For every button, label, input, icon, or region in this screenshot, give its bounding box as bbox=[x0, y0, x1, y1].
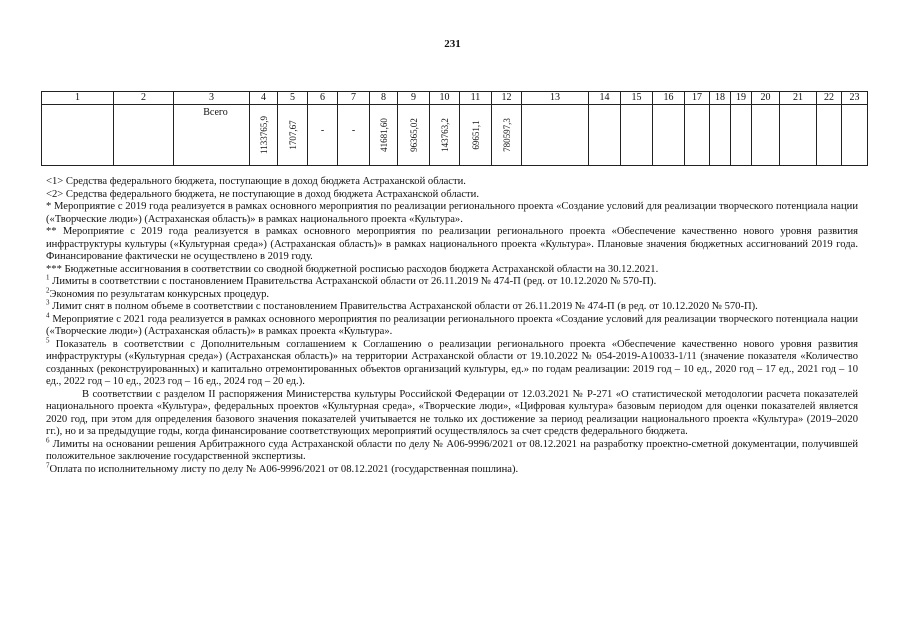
empty-cell bbox=[752, 105, 780, 166]
value-col-12: 780597,3 bbox=[501, 118, 512, 152]
footnote bbox=[46, 310, 858, 339]
col-number: 2 bbox=[114, 92, 174, 105]
footnote-mark: 6 bbox=[46, 435, 50, 444]
total-label: Всего bbox=[203, 107, 228, 118]
col-number: 19 bbox=[731, 92, 752, 105]
value-cell bbox=[430, 105, 460, 166]
value-col-4: 1133765,9 bbox=[258, 116, 269, 154]
col-number: 6 bbox=[308, 92, 338, 105]
page-number: 231 bbox=[444, 38, 461, 50]
col-number: 12 bbox=[492, 92, 522, 105]
col-number: 23 bbox=[842, 92, 868, 105]
value-cell bbox=[398, 105, 430, 166]
footnote-text: Лимиты в соответствии с постановлением Правительства Астраханской области от 26.11.2019 № 474-П (ред. от 10.12.2020 № 570-П). bbox=[52, 276, 657, 287]
value-col-11: 69651,1 bbox=[470, 120, 481, 150]
col-number: 15 bbox=[621, 92, 653, 105]
footnote-text: Оплата по исполнительному листу по делу № А06-9996/2021 от 08.12.2021 (государственная пошлина). bbox=[49, 463, 519, 475]
empty-cell bbox=[522, 105, 589, 166]
empty-cell bbox=[589, 105, 621, 166]
empty-cell bbox=[842, 105, 868, 166]
col-number: 21 bbox=[780, 92, 817, 105]
value-cell bbox=[308, 105, 338, 166]
footnote bbox=[46, 298, 858, 314]
footnote-text: Экономия по результатам конкурсных процедур. bbox=[49, 288, 270, 300]
value-cell bbox=[460, 105, 492, 166]
note-double-star: ** Мероприятие с 2019 года реализуется в рамках основного мероприятия по реализации регионального проекта «Обеспечение качественно нового уровня развития инфраструктуры культуры («Культурная среда») (Астраханская область)» в рамках национального проекта «Культура». Плановые значения бюджетных ассигнований 2019 года. Финансирование фактически не осуществлено в 2019 году. bbox=[46, 226, 858, 262]
footnote-text: Лимиты на основании решения Арбитражного суда Астраханской области по делу № А06-9996/2021 от 08.12.2021 на разработку проектно-сметной документации, получившей положительное заключение государственной экспертизы. bbox=[46, 438, 858, 462]
col-number: 10 bbox=[430, 92, 460, 105]
col-number: 7 bbox=[338, 92, 370, 105]
note-triple-star: *** Бюджетные ассигнования в соответствии со сводной бюджетной росписью расходов бюджета Астраханской области на 30.12.2021. bbox=[46, 263, 659, 275]
col-number: 22 bbox=[817, 92, 842, 105]
empty-cell bbox=[685, 105, 710, 166]
footnote bbox=[46, 435, 858, 464]
note-1: <1> Средства федерального бюджета, поступающие в доход бюджета Астраханской области. bbox=[46, 176, 466, 187]
value-cell bbox=[250, 105, 278, 166]
value-col-10: 143763,2 bbox=[439, 118, 450, 152]
footnote bbox=[46, 273, 858, 289]
col-number: 9 bbox=[398, 92, 430, 105]
footnote-text: Мероприятие с 2021 года реализуется в рамках основного мероприятия по реализации регионального проекта «Создание условий для реализации творческого потенциала нации («Творческие люди») (Астраханская область)» в рамках проекта «Культура». bbox=[46, 313, 858, 337]
value-col-8: 41681,60 bbox=[378, 118, 389, 152]
col-number: 14 bbox=[589, 92, 621, 105]
col-number: 5 bbox=[278, 92, 308, 105]
budget-table bbox=[41, 91, 868, 166]
footnote-text: Лимит снят в полном объеме в соответствии с постановлением Правительства Астраханской области от 26.11.2019 № 474-П (в ред. от 10.12.2020 № 570-П). bbox=[52, 301, 758, 312]
value-cell bbox=[278, 105, 308, 166]
value-col-6: - bbox=[320, 125, 325, 136]
methodology-paragraph: В соответствии с разделом II распоряжения Министерства культуры Российской Федерации от 12.03.2021 № Р-271 «О статистической методологии расчета показателей национального проекта «Культура», федеральных проектов «Культурная среда», «Творческие люди», «Цифровая культура» базовым периодом для оценки показателей является 2020 год, при этом для определения базового значения показателей учитывается не только их достижение за период реализации национального проекта «Культура» (2019–2020 гг.), но и за предыдущие годы, когда финансирование соответствующих мероприятий осуществлялось за счет средств федерального бюджета. bbox=[46, 388, 858, 437]
col-number: 4 bbox=[250, 92, 278, 105]
empty-cell bbox=[114, 105, 174, 166]
col-number: 8 bbox=[370, 92, 398, 105]
footnote-mark: 2 bbox=[46, 285, 50, 294]
col-number: 3 bbox=[174, 92, 250, 105]
empty-cell bbox=[710, 105, 731, 166]
value-col-9: 96365,02 bbox=[408, 118, 419, 152]
total-label-cell bbox=[174, 105, 250, 166]
footnote bbox=[46, 335, 858, 389]
empty-cell bbox=[621, 105, 653, 166]
footnote-text: Показатель в соответствии с Дополнительным соглашением к Соглашению о реализации регионального проекта «Обеспечение качественно нового уровня развития инфраструктуры («Культурная среда») (Астраханская область)» на территории Астраханской области от 19.10.2022 № 054-2019-А10033-1/11 (значение показателя «Количество созданных (реконструированных) и капитально отремонтированных объектов организаций культуры, ед.» по годам реализации: 2019 год – 10 ед., 2020 год – 17 ед., 2021 год – 10 ед., 2022 год – 10 ед., 2023 год – 16 ед., 2024 год – 20 ед.). bbox=[46, 338, 858, 387]
col-number: 18 bbox=[710, 92, 731, 105]
empty-cell bbox=[780, 105, 817, 166]
column-number-row bbox=[42, 92, 868, 105]
col-number: 11 bbox=[460, 92, 492, 105]
note-star: * Мероприятие с 2019 года реализуется в рамках основного мероприятия по реализации регионального проекта «Создание условий для реализации творческого потенциала нации («Творческие люди») (Астраханская область)» в рамках национального проекта «Культура». bbox=[46, 201, 858, 225]
footnote-mark: 4 bbox=[46, 310, 50, 319]
col-number: 1 bbox=[42, 92, 114, 105]
value-cell bbox=[492, 105, 522, 166]
empty-cell bbox=[42, 105, 114, 166]
col-number: 16 bbox=[653, 92, 685, 105]
note-2: <2> Средства федерального бюджета, не поступающие в доход бюджета Астраханской области. bbox=[46, 188, 479, 200]
col-number: 13 bbox=[522, 92, 589, 105]
col-number: 20 bbox=[752, 92, 780, 105]
notes-block bbox=[46, 176, 858, 476]
footnote-mark: 1 bbox=[46, 273, 50, 282]
value-cell bbox=[370, 105, 398, 166]
footnote-mark: 5 bbox=[46, 335, 50, 344]
value-col-7: - bbox=[351, 125, 356, 136]
footnote-mark: 7 bbox=[46, 460, 50, 469]
col-number: 17 bbox=[685, 92, 710, 105]
value-cell bbox=[338, 105, 370, 166]
footnote-mark: 3 bbox=[46, 298, 50, 307]
footnote bbox=[46, 460, 858, 477]
empty-cell bbox=[731, 105, 752, 166]
total-row bbox=[42, 105, 868, 166]
footnote bbox=[46, 285, 858, 302]
empty-cell bbox=[653, 105, 685, 166]
value-col-5: 1707,67 bbox=[287, 120, 298, 150]
empty-cell bbox=[817, 105, 842, 166]
